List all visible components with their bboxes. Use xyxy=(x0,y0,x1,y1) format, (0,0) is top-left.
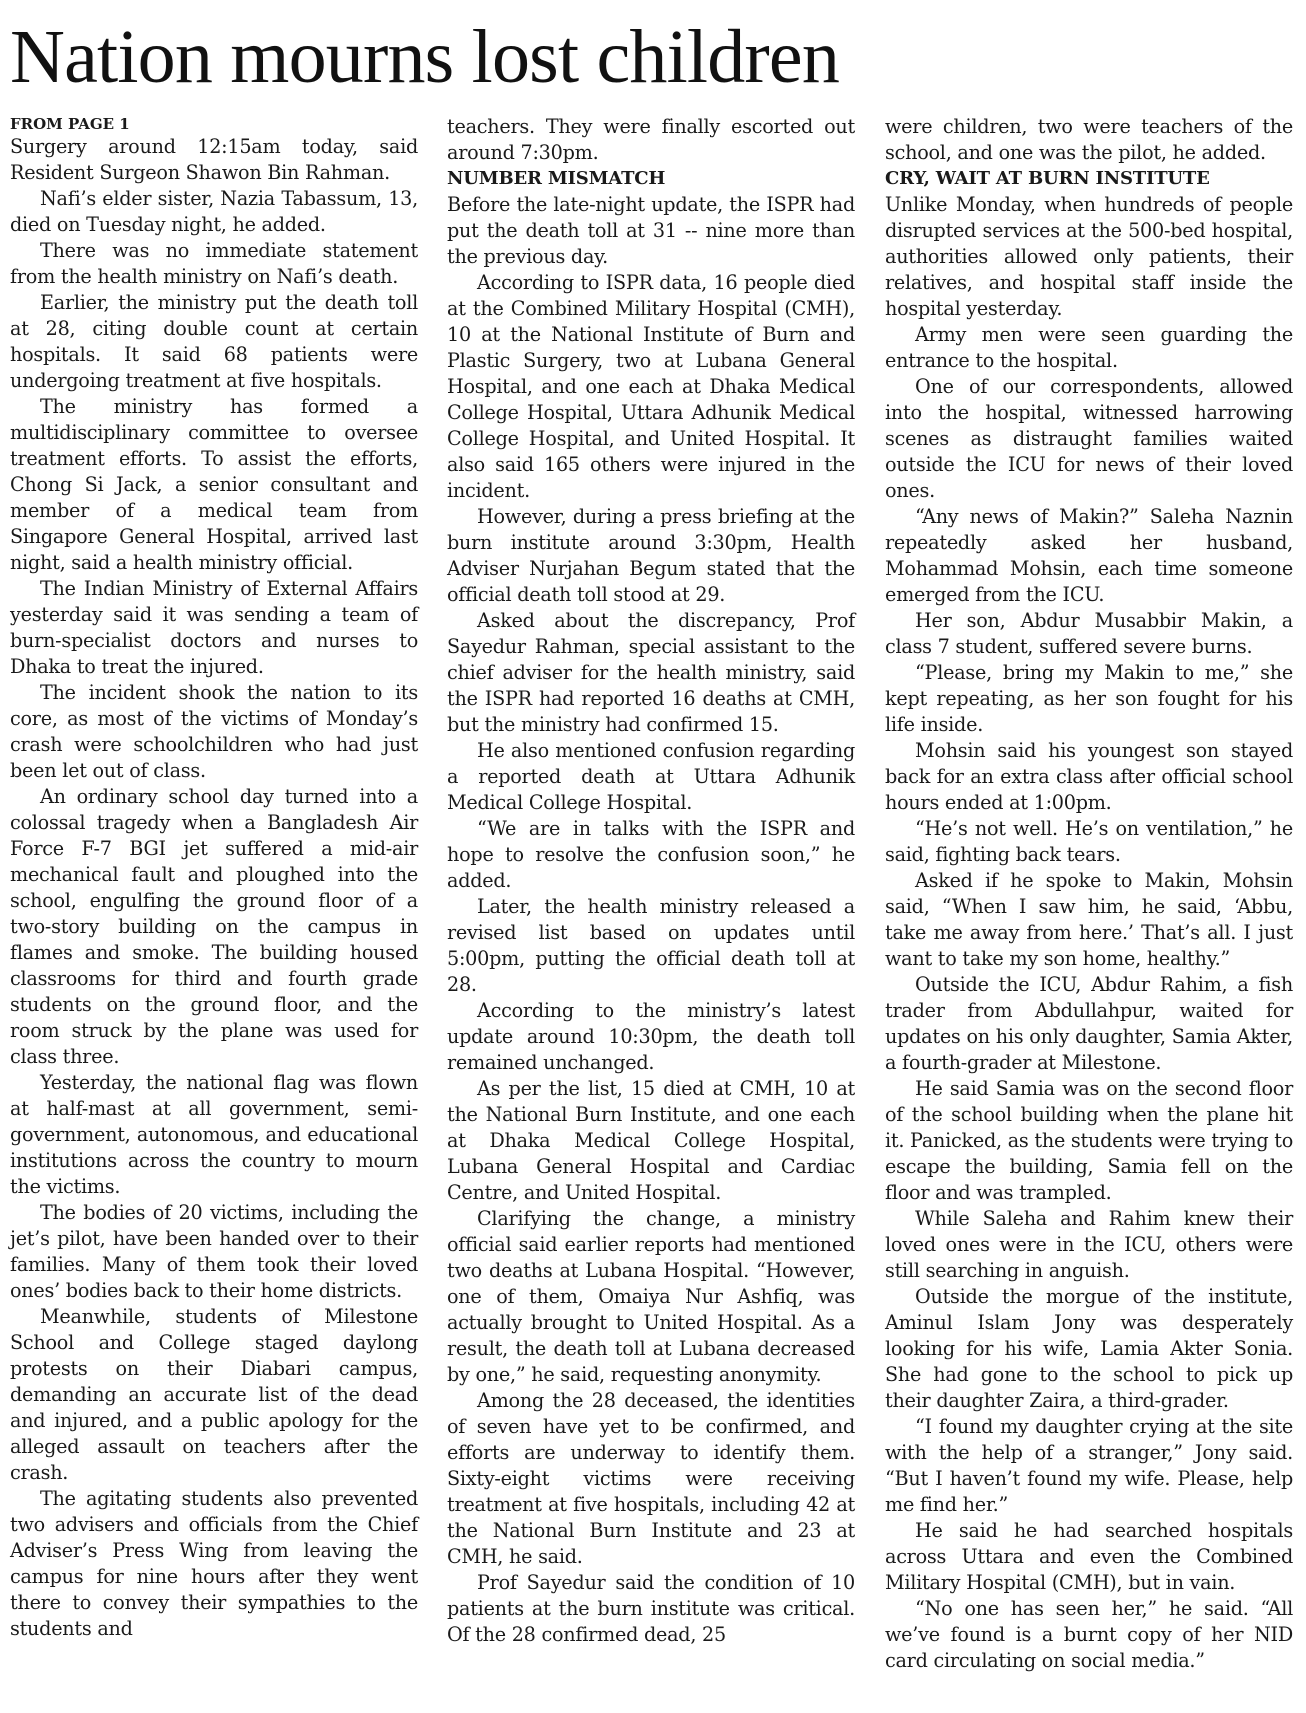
subhead-burn-institute: CRY, WAIT AT BURN INSTITUTE xyxy=(885,168,1210,189)
paragraph: One of our correspondents, allowed into the hospital, witnessed harrowing scenes as distraught families waited outside the ICU for news of their loved ones. xyxy=(885,375,1293,502)
paragraph: Meanwhile, students of Milestone School and College staged daylong protests on their Diabari campus, demanding an accurate list of the dead and injured, and a public apology for the alleged assault on teachers after the crash. xyxy=(10,1305,418,1484)
paragraph: The incident shook the nation to its core, as most of the victims of Monday’s crash were schoolchildren who had just been let out of class. xyxy=(10,681,418,782)
paragraph: Prof Sayedur said the condition of 10 patients at the burn institute was critical. Of the 28 confirmed dead, 25 xyxy=(447,1571,855,1646)
article-column-2 xyxy=(447,114,855,1648)
paragraph: Earlier, the ministry put the death toll at 28, citing double count at certain hospitals. It said 68 patients were undergoing treatment at five hospitals. xyxy=(10,291,418,392)
paragraph: “We are in talks with the ISPR and hope to resolve the confusion soon,” he added. xyxy=(447,817,855,892)
paragraph: Asked if he spoke to Makin, Mohsin said, “When I saw him, he said, ‘Abbu, take me away from here.’ That’s all. I just want to take my son home, healthy.” xyxy=(885,869,1293,970)
paragraph: “No one has seen her,” he said. “All we’ve found is a burnt copy of her NID card circulating on social media.” xyxy=(885,1597,1293,1672)
paragraph: He said Samia was on the second floor of the school building when the plane hit it. Panicked, as the students were trying to escape the building, Samia fell on the floor and was trampled. xyxy=(885,1077,1293,1204)
paragraph: An ordinary school day turned into a colossal tragedy when a Bangladesh Air Force F-7 BGI jet suffered a mid-air mechanical fault and ploughed into the school, engulfing the ground floor of a two-story building on the campus in flames and smoke. The building housed classrooms for third and fourth grade students on the ground floor, and the room struck by the plane was used for class three. xyxy=(10,785,418,1068)
paragraph: There was no immediate statement from the health ministry on Nafi’s death. xyxy=(10,239,418,288)
paragraph: He also mentioned confusion regarding a reported death at Uttara Adhunik Medical College Hospital. xyxy=(447,739,855,814)
from-page-kicker: FROM PAGE 1 xyxy=(10,115,130,133)
paragraph: Nafi’s elder sister, Nazia Tabassum, 13, died on Tuesday night, he added. xyxy=(10,187,418,236)
article-column-3 xyxy=(885,114,1293,1674)
paragraph: Before the late-night update, the ISPR had put the death toll at 31 -- nine more than the previous day. xyxy=(447,193,855,268)
paragraph: Mohsin said his youngest son stayed back for an extra class after official school hours ended at 1:00pm. xyxy=(885,739,1293,814)
paragraph: Clarifying the change, a ministry official said earlier reports had mentioned two deaths at Lubana Hospital. “However, one of them, Omaiya Nur Ashfiq, was actually brought to United Hospital. As a result, the death toll at Lubana decreased by one,” he said, requesting anonymity. xyxy=(447,1207,855,1386)
paragraph: Outside the ICU, Abdur Rahim, a fish trader from Abdullahpur, waited for updates on his only daughter, Samia Akter, a fourth-grader at Milestone. xyxy=(885,973,1293,1074)
paragraph: The Indian Ministry of External Affairs yesterday said it was sending a team of burn-specialist doctors and nurses to Dhaka to treat the injured. xyxy=(10,577,418,678)
paragraph: According to the ministry’s latest update around 10:30pm, the death toll remained unchanged. xyxy=(447,999,855,1074)
paragraph: “He’s not well. He’s on ventilation,” he said, fighting back tears. xyxy=(885,817,1293,866)
paragraph: Army men were seen guarding the entrance to the hospital. xyxy=(885,323,1293,372)
headline: Nation mourns lost children xyxy=(10,15,840,99)
paragraph: “Any news of Makin?” Saleha Naznin repeatedly asked her husband, Mohammad Mohsin, each time someone emerged from the ICU. xyxy=(885,505,1293,606)
paragraph: He said he had searched hospitals across Uttara and even the Combined Military Hospital (CMH), but in vain. xyxy=(885,1519,1293,1594)
paragraph: Later, the health ministry released a revised list based on updates until 5:00pm, putting the official death toll at 28. xyxy=(447,895,855,996)
subhead-number-mismatch: NUMBER MISMATCH xyxy=(447,168,666,189)
paragraph: The agitating students also prevented two advisers and officials from the Chief Adviser’s Press Wing from leaving the campus for nine hours after they went there to convey their sympathies to the students and xyxy=(10,1487,418,1640)
paragraph: “Please, bring my Makin to me,” she kept repeating, as her son fought for his life inside. xyxy=(885,661,1293,736)
paragraph: Unlike Monday, when hundreds of people disrupted services at the 500-bed hospital, authorities allowed only patients, their relatives, and hospital staff inside the hospital yesterday. xyxy=(885,193,1293,320)
paragraph: While Saleha and Rahim knew their loved ones were in the ICU, others were still searching in anguish. xyxy=(885,1207,1293,1282)
paragraph: According to ISPR data, 16 people died at the Combined Military Hospital (CMH), 10 at the National Institute of Burn and Plastic Surgery, two at Lubana General Hospital, and one each at Dhaka Medical College Hospital, Uttara Adhunik Medical College Hospital, and United Hospital. It also said 165 others were injured in the incident. xyxy=(447,271,855,502)
paragraph: Yesterday, the national flag was flown at half-mast at all government, semi-government, autonomous, and educational institutions across the country to mourn the victims. xyxy=(10,1071,418,1198)
paragraph: were children, two were teachers of the school, and one was the pilot, he added. xyxy=(885,115,1293,164)
paragraph: However, during a press briefing at the burn institute around 3:30pm, Health Adviser Nurjahan Begum stated that the official death toll stood at 29. xyxy=(447,505,855,606)
paragraph: teachers. They were finally escorted out around 7:30pm. xyxy=(447,115,855,164)
paragraph: Surgery around 12:15am today, said Resident Surgeon Shawon Bin Rahman. xyxy=(10,135,418,184)
article-column-1 xyxy=(10,114,418,1642)
paragraph: As per the list, 15 died at CMH, 10 at the National Burn Institute, and one each at Dhaka Medical College Hospital, Lubana General Hospital and Cardiac Centre, and United Hospital. xyxy=(447,1077,855,1204)
paragraph: “I found my daughter crying at the site with the help of a stranger,” Jony said. “But I haven’t found my wife. Please, help me find her.” xyxy=(885,1415,1293,1516)
paragraph: The ministry has formed a multidisciplinary committee to oversee treatment efforts. To assist the efforts, Chong Si Jack, a senior consultant and member of a medical team from Singapore General Hospital, arrived last night, said a health ministry official. xyxy=(10,395,418,574)
paragraph: Asked about the discrepancy, Prof Sayedur Rahman, special assistant to the chief adviser for the health ministry, said the ISPR had reported 16 deaths at CMH, but the ministry had confirmed 15. xyxy=(447,609,855,736)
paragraph: The bodies of 20 victims, including the jet’s pilot, have been handed over to their families. Many of them took their loved ones’ bodies back to their home districts. xyxy=(10,1201,418,1302)
paragraph: Outside the morgue of the institute, Aminul Islam Jony was desperately looking for his wife, Lamia Akter Sonia. She had gone to the school to pick up their daughter Zaira, a third-grader. xyxy=(885,1285,1293,1412)
paragraph: Her son, Abdur Musabbir Makin, a class 7 student, suffered severe burns. xyxy=(885,609,1293,658)
paragraph: Among the 28 deceased, the identities of seven have yet to be confirmed, and efforts are underway to identify them. Sixty-eight victims were receiving treatment at five hospitals, including 42 at the National Burn Institute and 23 at CMH, he said. xyxy=(447,1389,855,1568)
